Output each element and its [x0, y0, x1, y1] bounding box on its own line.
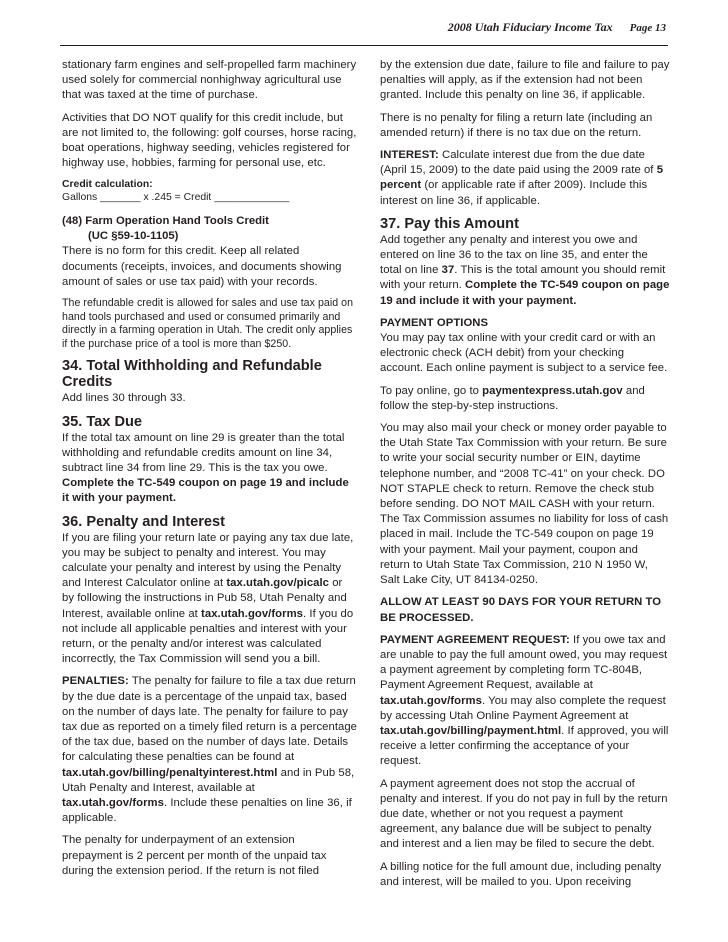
paragraph: The refundable credit is allowed for sales and use tax paid on hand tools purchased and used or consumed primarily and directly in a farming operation in Utah. The credit only applies if the purchase price of a tool is more than $250.: [62, 297, 354, 350]
paragraph: [380, 384, 670, 414]
payment-options-heading: PAYMENT OPTIONS: [380, 316, 489, 329]
link-billing-payment[interactable]: tax.utah.gov/billing/payment.html: [380, 724, 562, 737]
text-span: Add together any penalty and interest you owe and entered on line 36 to the tax on line 35, and enter the total on line: [380, 233, 648, 277]
paragraph: The penalty for underpayment of an extension prepayment is 2 percent per month of the unpaid tax during the extension period. If the return is not filed: [62, 834, 327, 877]
section-37-heading: 37. Pay this Amount: [380, 215, 519, 232]
bold-text: PAYMENT AGREEMENT REQUEST:: [380, 633, 570, 646]
paragraph: [380, 633, 670, 770]
link-picalc[interactable]: tax.utah.gov/picalc: [226, 577, 330, 590]
section-34-heading: 34. Total Withholding and Refundable Credits: [62, 358, 322, 391]
paragraph: [380, 148, 670, 209]
text-span: To pay online, go to: [380, 384, 483, 397]
link-forms[interactable]: tax.utah.gov/forms: [380, 694, 482, 707]
text-span: . If you do not include all applicable penalties and interest with your return, or the penalty and/or interest was calculated incorrectly, the Tax Commission will send you a bill.: [62, 607, 354, 666]
section-36-heading: 36. Penalty and Interest: [62, 513, 226, 530]
text-span: If you are filing your return late or paying any tax due late, you may be subject to penalty and interest. You may calculate your penalty and interest by using the Penalty and Interest Calculator online at: [62, 531, 354, 590]
paragraph: There is no penalty for filing a return late (including an amended return) if there is no tax due on the return.: [380, 111, 653, 139]
text-span: Calculate interest due from the due date (April 15, 2009) to the date paid using the 2009 rate of: [380, 149, 657, 177]
text-span: If you owe tax and are unable to pay the full amount owed, you may request a payment agreement by completing form TC-804B, Payment Agreement Request, available at: [380, 633, 668, 692]
link-paymentexpress[interactable]: paymentexpress.utah.gov: [482, 384, 623, 397]
page-number: Page 13: [629, 22, 666, 34]
text-span: . This is the total amount you should remit with your return.: [380, 264, 666, 292]
processing-notice: ALLOW AT LEAST 90 DAYS FOR YOUR RETURN TO BE PROCESSED.: [380, 596, 662, 624]
paragraph: [62, 531, 357, 668]
link-penalty-interest[interactable]: tax.utah.gov/billing/penaltyinterest.html: [62, 766, 278, 779]
text-span: If the total tax amount on line 29 is greater than the total withholding and refundable credits amount on line 34, subtract line 34 from line 29. This is the tax you owe.: [62, 431, 345, 475]
page-header: [448, 20, 666, 35]
bold-text: 37: [441, 264, 455, 277]
paragraph: by the extension due date, failure to file and failure to pay penalties will apply, as if the extension had not been granted. Include this penalty on line 36, if applicable.: [380, 59, 670, 102]
bold-text: INTEREST:: [380, 149, 439, 162]
left-column: [62, 58, 357, 886]
header-rule: [60, 45, 668, 46]
text-span: or by following the instructions in Pub 58, Utah Penalty and Interest, available online at: [62, 577, 347, 620]
bold-text: Complete the TC-549 coupon on page 19 and include it with your payment.: [62, 477, 349, 505]
text-span: The penalty for failure to file a tax due return by the due date is a percentage of the unpaid tax, based on the number of days late. The penalty for failure to pay tax due as reported on a timely filed return is a percentage of the tax due, based on the number of days late. Details for calculating these penalties can be found at: [62, 675, 358, 764]
right-column: [380, 58, 670, 897]
paragraph: [380, 316, 670, 377]
text-span: . You may also complete the request by accessing Utah Online Payment Agreement at: [380, 694, 666, 722]
text-span: . Include these penalties on line 36, if applicable.: [62, 797, 352, 825]
link-forms[interactable]: tax.utah.gov/forms: [201, 607, 304, 620]
paragraph: [380, 233, 670, 309]
link-forms[interactable]: tax.utah.gov/forms: [62, 797, 164, 810]
text-span: . If approved, you will receive a letter confirming the acceptance of your request.: [380, 724, 669, 768]
paragraph: A billing notice for the full amount due, including penalty and interest, will be mailed to you. Upon receiving: [380, 860, 662, 888]
bold-text: PENALTIES:: [62, 675, 129, 688]
text-span: (or applicable rate if after 2009). Include this interest on line 36, if applicable.: [380, 179, 648, 207]
paragraph: There is no form for this credit. Keep all related documents (receipts, invoices, and documents showing amount of sales or use tax paid) with your records.: [62, 245, 342, 288]
paragraph: [62, 431, 357, 507]
credit-calc-label: Credit calculation:: [62, 179, 153, 191]
paragraph: Add lines 30 through 33.: [62, 392, 186, 405]
header-title: 2008 Utah Fiduciary Income Tax: [447, 20, 613, 34]
text-span: and in Pub 58, Utah Penalty and Interest, available at: [62, 766, 355, 794]
bold-text: 5 percent: [380, 164, 664, 192]
paragraph: A payment agreement does not stop the accrual of penalty and interest. If you do not pay in full by the return due date, whether or not you request a payment agreement, any balance due will be subject to penalty and interest and a lien may be filed to secure the debt.: [380, 777, 668, 851]
paragraph: Activities that DO NOT qualify for this credit include, but are not limited to, the following: golf courses, horse racing, boat operations, highway seeding, vehicles registered for highway use, hobbies, farming for personal use, etc.: [62, 111, 357, 170]
paragraph: You may also mail your check or money order payable to the Utah State Tax Commission with your return. Be sure to write your social security number or EIN, daytime telephone number, and “2008 TC-41” on your check. DO NOT STAPLE check to return. Remove the check stub before sending. DO NOT MAIL CASH with your return. The Tax Commission assumes no liability for loss of cash placed in mail. Include the TC-549 coupon on page 19 with your payment. Mail your payment, coupon and return to Utah State Tax Commission, 210 N 1950 W, Salt Lake City, UT 84134-0250.: [380, 422, 669, 587]
text-span: You may pay tax online with your credit card or with an electronic check (ACH debit) from your checking account. Each online payment is subject to a service fee.: [380, 332, 668, 375]
section-48-heading: (48) Farm Operation Hand Tools Credit: [62, 215, 269, 228]
paragraph: stationary farm engines and self-propelled farm machinery used solely for commercial nonhighway agricultural use that was taxed at the time of purchase.: [62, 59, 357, 102]
section-48-citation: (UC §59-10-1105): [88, 230, 179, 243]
section-35-heading: 35. Tax Due: [62, 413, 143, 430]
bold-text: Complete the TC-549 coupon on page 19 and include it with your payment.: [380, 279, 670, 307]
paragraph: [62, 674, 357, 826]
credit-calc-line: Gallons _______ x .245 = Credit _____________: [62, 192, 290, 204]
text-span: and follow the step-by-step instructions.: [380, 384, 645, 412]
